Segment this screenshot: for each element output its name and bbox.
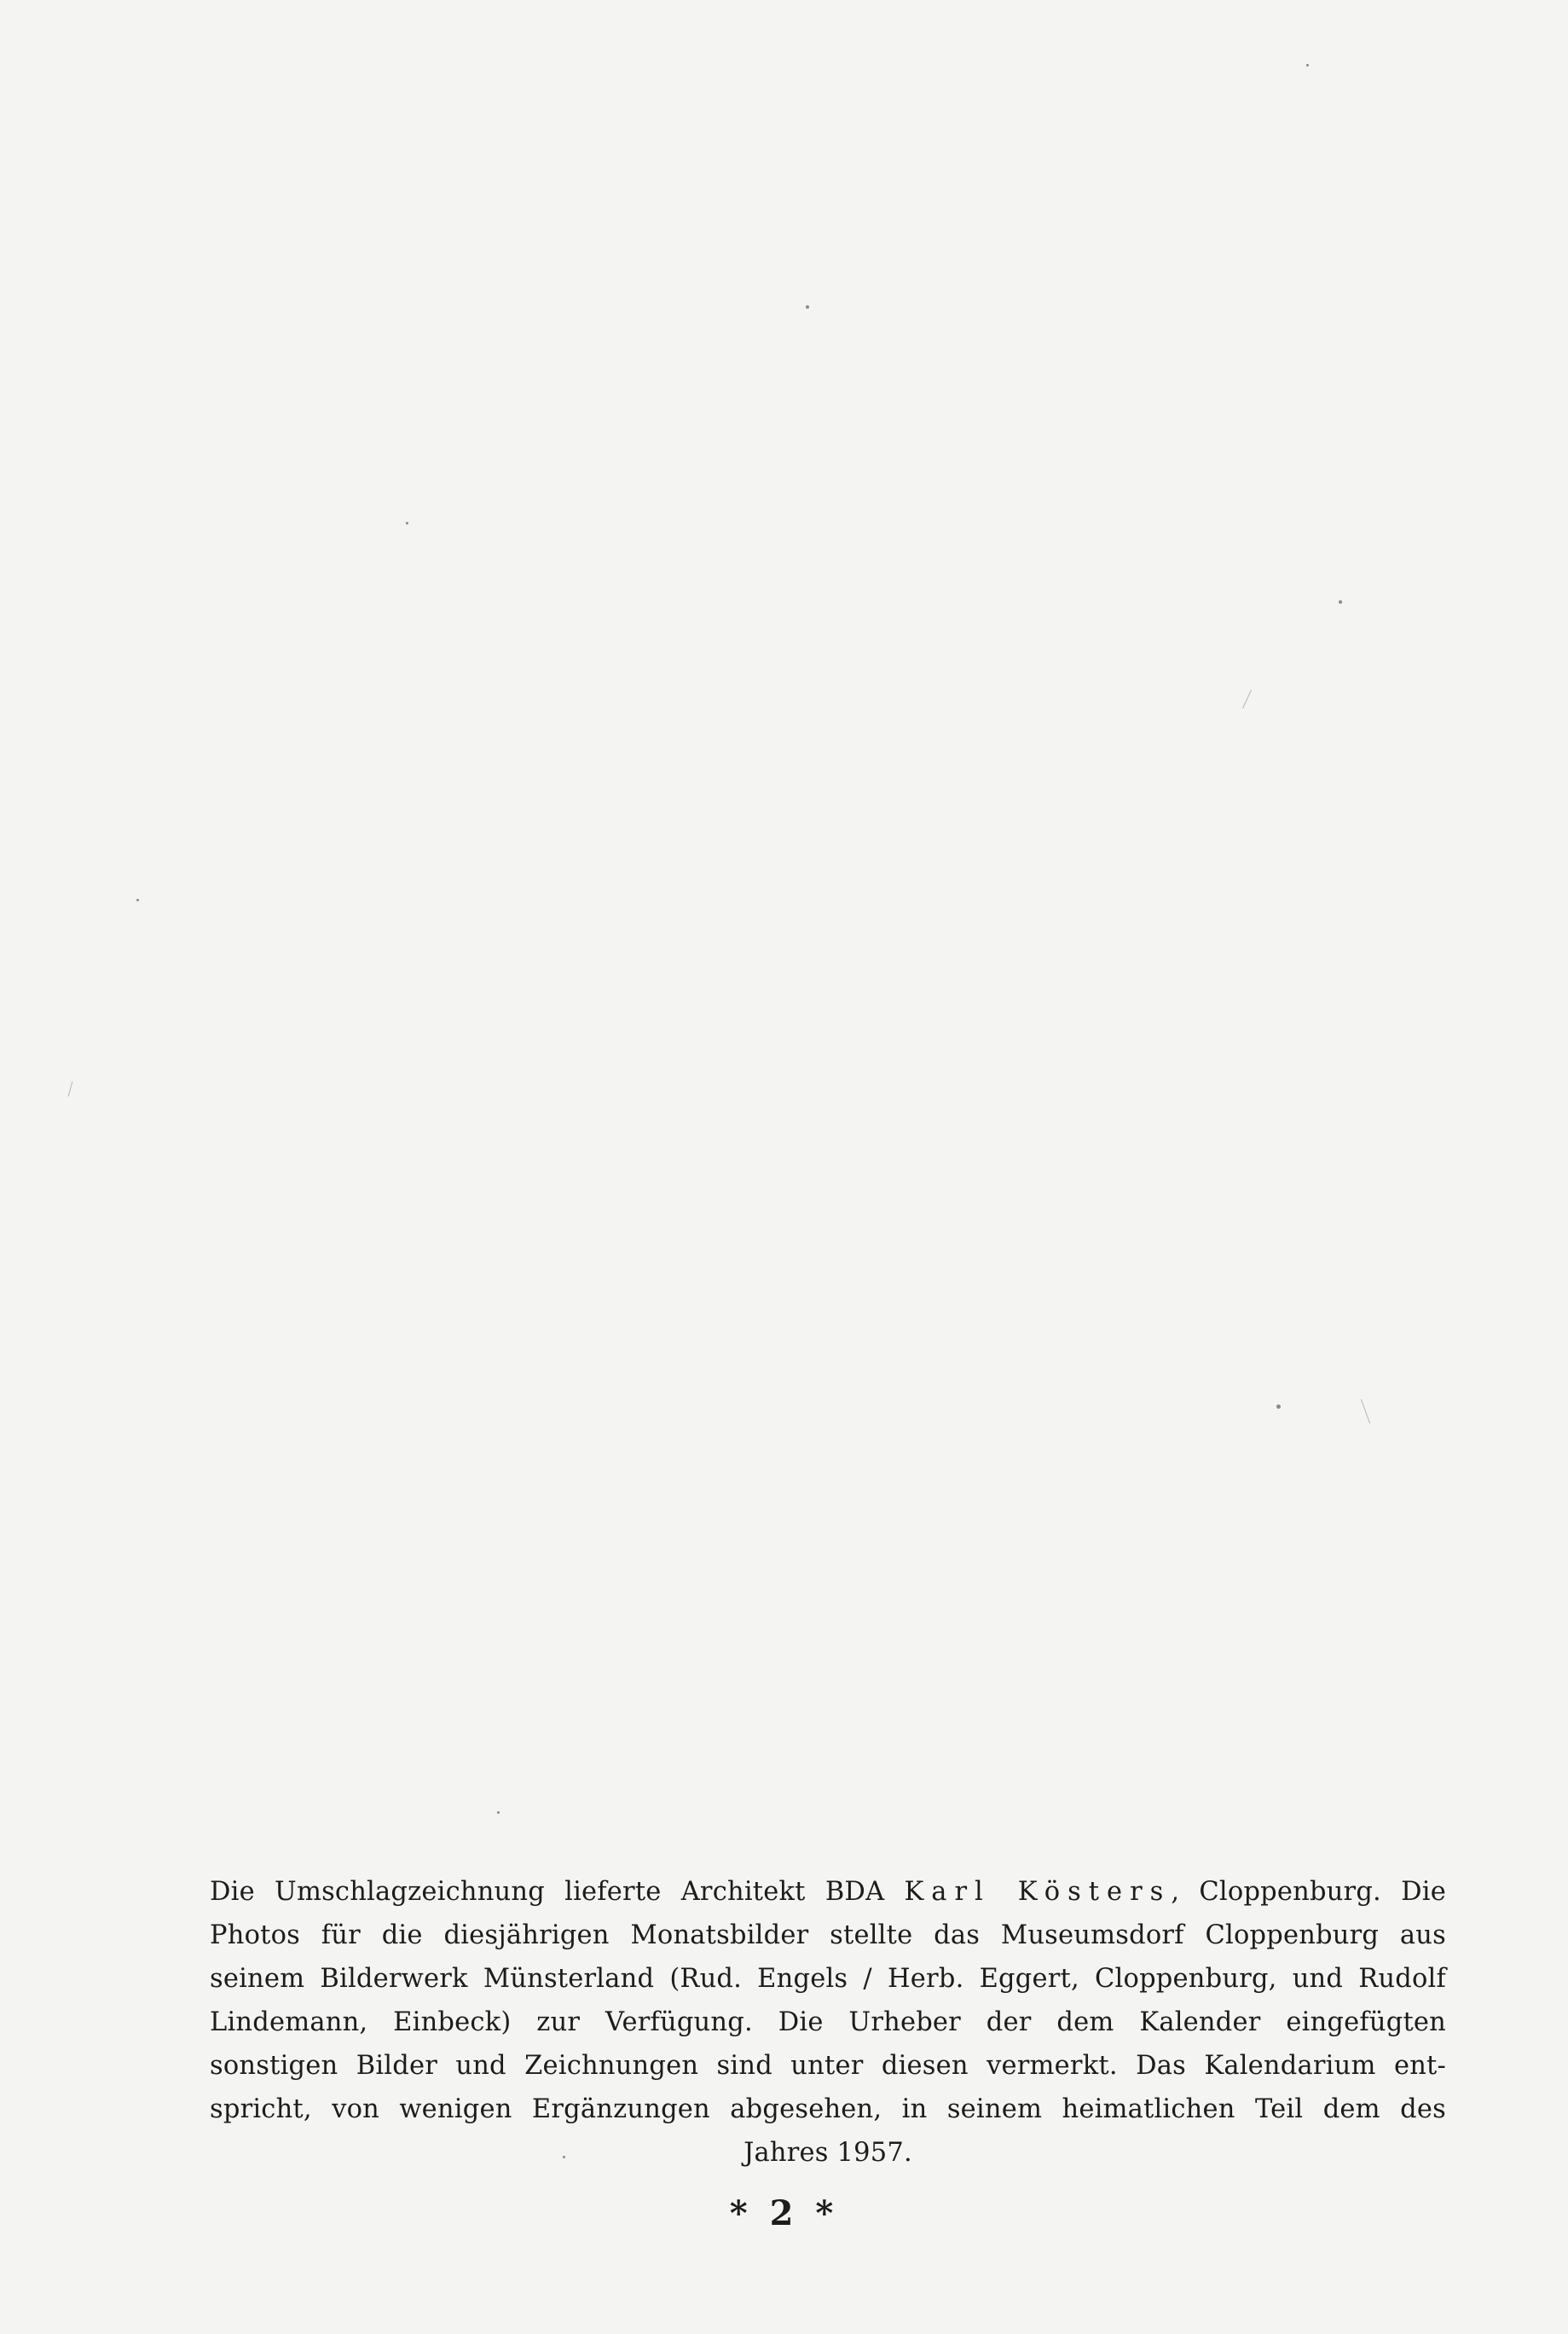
- credits-line: seinem Bilderwerk Münsterland (Rud. Engels / Herb. Eggert, Cloppenburg, und Rudolf: [210, 1964, 1446, 1994]
- credits-line: spricht, von wenigen Ergänzungen abgesehen, in seinem heimatlichen Teil dem des: [210, 2094, 1446, 2124]
- paper-speck: [806, 305, 809, 309]
- paper-speck: [1306, 64, 1309, 67]
- credits-line: Lindemann, Einbeck) zur Verfügung. Die Urheber der dem Kalender eingefügten: [210, 2007, 1446, 2037]
- paper-speck: [497, 1811, 500, 1814]
- credits-line: [210, 1870, 1446, 1914]
- paper-speck: [1339, 600, 1342, 604]
- designer-name: Karl Kösters: [904, 1877, 1172, 1907]
- page-number: * 2 *: [729, 2193, 839, 2233]
- credits-line: Jahres 1957.: [743, 2138, 912, 2168]
- paper-speck: [1276, 1404, 1281, 1409]
- credits-text: , Cloppenburg. Die: [1171, 1877, 1446, 1907]
- paper-fiber: [1242, 690, 1252, 709]
- paper-speck: [136, 899, 139, 901]
- credits-paragraph: [210, 1870, 1446, 2175]
- credits-line: Photos für die diesjährigen Monatsbilder stellte das Museumsdorf Cloppenburg aus: [210, 1920, 1446, 1950]
- paper-fiber: [68, 1081, 73, 1097]
- credits-text: Die Umschlagzeichnung lieferte Architekt BDA: [210, 1877, 905, 1907]
- paper-fiber: [1361, 1399, 1370, 1424]
- credits-line: sonstigen Bilder und Zeichnungen sind unter diesen vermerkt. Das Kalendarium ent-: [210, 2051, 1446, 2081]
- paper-speck: [406, 522, 408, 524]
